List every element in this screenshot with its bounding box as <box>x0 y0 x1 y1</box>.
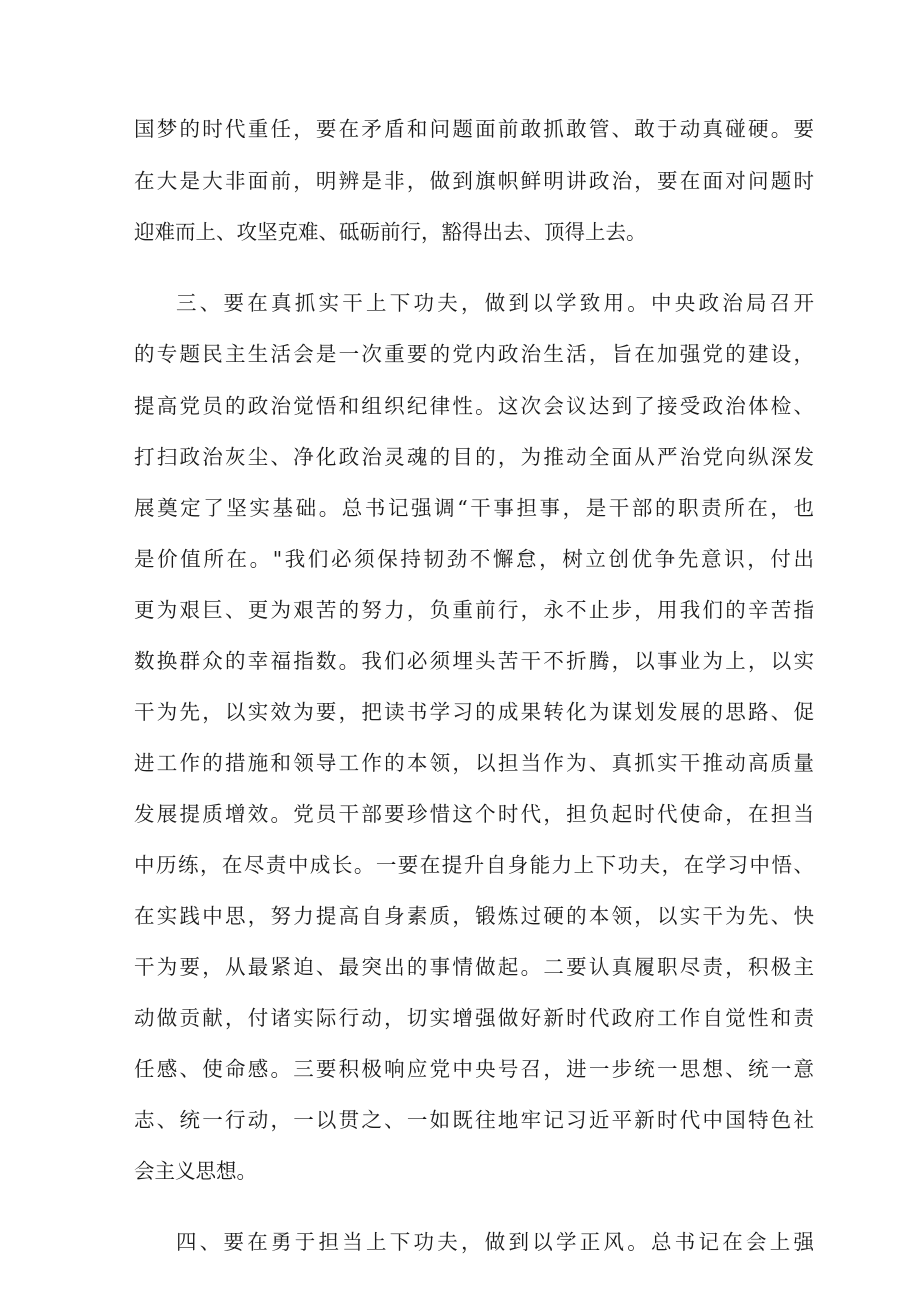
text-line: 提高党员的政治觉悟和组织纪律性。这次会议达到了接受政治体检、 <box>134 394 814 418</box>
text-line: 迎难而上、攻坚克难、砥砺前行，豁得出去、顶得上去。 <box>134 220 647 244</box>
text-line: 更为艰巨、更为艰苦的努力，负重前行，永不止步，用我们的辛苦指 <box>134 598 814 622</box>
text-line: 是价值所在。"我们必须保持韧劲不懈怠，树立创优争先意识，付出 <box>134 547 814 571</box>
text-line: 在大是大非面前，明辨是非，做到旗帜鲜明讲政治，要在面对问题时 <box>134 169 814 193</box>
text-line: 中历练，在尽责中成长。一要在提升自身能力上下功夫，在学习中悟、 <box>134 853 814 877</box>
text-line: 发展提质增效。党员干部要珍惜这个时代，担负起时代使命，在担当 <box>134 802 814 826</box>
text-line: 数换群众的幸福指数。我们必须埋头苦干不折腾，以事业为上，以实 <box>134 649 814 673</box>
paragraph-heading-line: 四、要在勇于担当上下功夫，做到以学正风。总书记在会上强 <box>176 1230 814 1254</box>
text-line: 国梦的时代重任，要在矛盾和问题面前敢抓敢管、敢于动真碰硬。要 <box>134 117 814 141</box>
text-line: 打扫政治灰尘、净化政治灵魂的目的，为推动全面从严治党向纵深发 <box>134 445 814 469</box>
text-line: 动做贡献，付诸实际行动，切实增强做好新时代政府工作自觉性和责 <box>134 1006 814 1030</box>
text-line: 会主义思想。 <box>134 1159 257 1183</box>
text-line: 在实践中思，努力提高自身素质，锻炼过硬的本领，以实干为先、快 <box>134 904 814 928</box>
text-line: 干为要，从最紧迫、最突出的事情做起。二要认真履职尽责，积极主 <box>134 955 814 979</box>
paragraph-heading-line: 三、要在真抓实干上下功夫，做到以学致用。中央政治局召开 <box>176 291 814 315</box>
text-line: 志、统一行动，一以贯之、一如既往地牢记习近平新时代中国特色社 <box>134 1108 814 1132</box>
text-line: 进工作的措施和领导工作的本领，以担当作为、真抓实干推动高质量 <box>134 751 814 775</box>
text-line: 干为先，以实效为要，把读书学习的成果转化为谋划发展的思路、促 <box>134 700 814 724</box>
text-line: 任感、使命感。三要积极响应党中央号召，进一步统一思想、统一意 <box>134 1057 814 1081</box>
text-line: 展奠定了坚实基础。总书记强调“干事担事，是干部的职责所在，也 <box>134 496 814 520</box>
text-line: 的专题民主生活会是一次重要的党内政治生活，旨在加强党的建设， <box>134 342 814 366</box>
